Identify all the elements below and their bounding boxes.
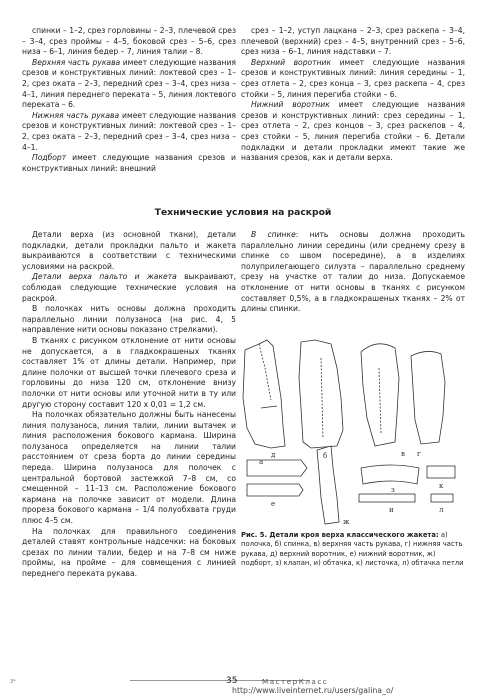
paragraph-text: : нить основы должна проходить параллельно линии середины (или среднему срезу в спинке со швом посередине), а в изделиях полуприлегающего силуэта – параллельно среднему срезу на участке от талии до низа. Допускаемое отклонение от нити основы в тканях с рисунком составляет 0,5%, а в гладкокрашеных тканях – 2% от длины спинки.	[241, 230, 465, 314]
paragraph	[22, 111, 236, 153]
right-column-bottom	[241, 230, 465, 315]
paragraph-lead: Верхний воротник	[251, 57, 332, 67]
fig-letter-g: г	[417, 450, 421, 458]
fig-letter-z: з	[391, 486, 395, 494]
paragraph-lead: Верхняя часть рукава	[32, 57, 121, 67]
paragraph	[22, 336, 236, 410]
paragraph	[241, 230, 465, 315]
paragraph	[22, 272, 236, 304]
paragraph-text: Детали верха (из основной ткани), детали подкладки, детали прокладки пальто и жакета выкраиваются в соответствии с техническими условиями на раскрой.	[22, 230, 236, 271]
fig-letter-a: а	[259, 458, 264, 466]
left-column-bottom	[22, 230, 236, 580]
corner-mark: 3*	[10, 679, 16, 685]
back-piece	[299, 340, 343, 448]
paragraph-text: имеет следующие названия срезов и конструктивных линий: срез середины – 1, срез отлета – 2, срез концов – 3, срез раскепов – 4, срез стойки – 5, линия перегиба стойки – 6. Детали подкладки и детали прокладки имеют такие же названия срезов, как и детали верха.	[241, 100, 465, 163]
paragraph-text: выкраивают, соблюдая следующие технические условия на раскрой.	[22, 272, 236, 303]
paragraph	[22, 304, 236, 336]
paragraph	[22, 410, 236, 527]
paragraph-text: спинки – 1–2, срез горловины – 2–3, плечевой срез – 3–4, срез проймы – 4–5, боковой срез – 5–6, срез низа – 6–1, линия бедер – 7, линия талии – 8.	[22, 26, 236, 57]
paragraph-text: На полочках обязательно должны быть нанесены линия полузаноса, линия талии, линии вытачек и линия расположения бокового кармана. Ширина полузаноса определяется на линии талии расстоянием от среза борта до линии середины переда. Ширина полузаноса для полочек с центральной бортовой застежкой 7–8 см, со смещенной – 11–13 см. Расположение бокового кармана на полочке зависит от модели. Длина прореза бокового кармана – 1/4 полуобхвата груди плюс 4–5 см.	[22, 410, 236, 526]
paragraph-lead: Детали верха пальто и жакета	[32, 272, 177, 282]
front-piece	[243, 340, 285, 448]
paragraph	[22, 153, 236, 174]
fig-letter-k: к	[439, 482, 444, 490]
paragraph-text: имеет следующие названия срезов и конструктивных линий: линия середины – 1, срез отлета – 2, срез конца – 3, срез раскепа – 4, срез стойки – 5, линия перегиба стойки – 6.	[241, 57, 465, 99]
caption-text: а) полочка, б) спинка, в) верхняя часть рукава, г) нижняя часть рукава, д) верхний воротник, е) нижний воротник, ж) подборт, з) клапан, и) обтачка, к) листочка, л) обтачка петли	[241, 531, 464, 568]
paragraph	[22, 230, 236, 272]
paragraph	[22, 26, 236, 58]
facing	[317, 446, 339, 524]
pattern-drawing	[241, 338, 465, 526]
fig-letter-d: д	[271, 451, 276, 459]
section-heading: Технические условия на раскрой	[154, 207, 332, 218]
fig-letter-i: и	[389, 506, 394, 514]
paragraph-lead: В спинке	[251, 230, 296, 239]
page-number: 35	[226, 676, 238, 686]
paragraph	[241, 58, 465, 100]
upper-sleeve	[361, 344, 399, 446]
caption-title: Рис. 5. Детали кроя верха классического жакета:	[241, 531, 439, 539]
paragraph-text: В тканях с рисунком отклонение от нити основы не допускается, а в гладкокрашеных тканях составляет 1% от длины детали. Например, при длине полочки от высшей точки плечевого среза и горловины до низа 120 см, отклонение внизу полочки от нити основы или уточной нити в ту или другую сторону составит 120 х 0,01 = 1,2 см.	[22, 335, 236, 409]
paragraph	[22, 527, 236, 580]
lower-collar	[247, 484, 303, 496]
magazine-name: МастерКласс	[262, 677, 329, 686]
lower-sleeve	[411, 351, 445, 444]
paragraph-lead: Подборт	[32, 153, 67, 163]
paragraph-text: На полочках для правильного соединения деталей ставят контрольные надсечки: на боковых срезах по линии талии, бедер и на 7–8 см ниже проймы, на пройме – для совмещения с линией переднего переката рукава.	[22, 526, 236, 578]
paragraph-text: имеет следующие названия срезов и конструктивных линий: локтевой срез – 1–2, срез оката – 2–3, передний срез – 3–4, срез низа – 4–1.	[22, 110, 237, 152]
pocket-flap	[361, 465, 419, 484]
fig-letter-b: б	[323, 452, 328, 460]
paragraph-text: срез – 1–2, уступ лацкана – 2–3, срез раскепа – 3–4, плечевой (верхний) срез – 4–5, внутренний срез – 5–6, срез низа – 6–1, линия надставки – 7.	[241, 26, 465, 57]
pattern-figure	[241, 338, 465, 526]
paragraph-text: имеет следующие названия срезов и конструктивных линий: внешний	[22, 153, 236, 173]
paragraph-lead: Нижний воротник	[251, 100, 330, 110]
paragraph-lead: Нижняя часть рукава	[32, 110, 120, 120]
paragraph-text: имеет следующие названия срезов и конструктивных линий: локтевой срез – 1–2, срез оката – 2–3, передний срез – 3–4, срез низа – 4–1, линия переднего переката – 5, линия локтевого переката – 6.	[22, 57, 236, 110]
facing-strip	[359, 494, 415, 502]
left-column-top	[22, 26, 236, 174]
fig-letter-v: в	[401, 450, 405, 458]
upper-collar	[247, 460, 307, 476]
right-column-top	[241, 26, 465, 164]
buttonhole-facing	[431, 494, 453, 502]
fig-letter-l: л	[439, 506, 444, 514]
fig-letter-e: е	[271, 500, 276, 508]
paragraph	[241, 26, 465, 58]
source-watermark: http://www.liveinternet.ru/users/galina_o/	[232, 686, 394, 695]
figure-caption	[241, 531, 465, 569]
paragraph-text: В полочках нить основы должна проходить параллельно линии полузаноса (на рис. 4, 5 направление нити основы показано стрелками).	[22, 304, 236, 335]
welt	[427, 466, 455, 478]
fig-letter-zh: ж	[343, 518, 350, 526]
paragraph	[241, 100, 465, 164]
paragraph	[22, 58, 236, 111]
